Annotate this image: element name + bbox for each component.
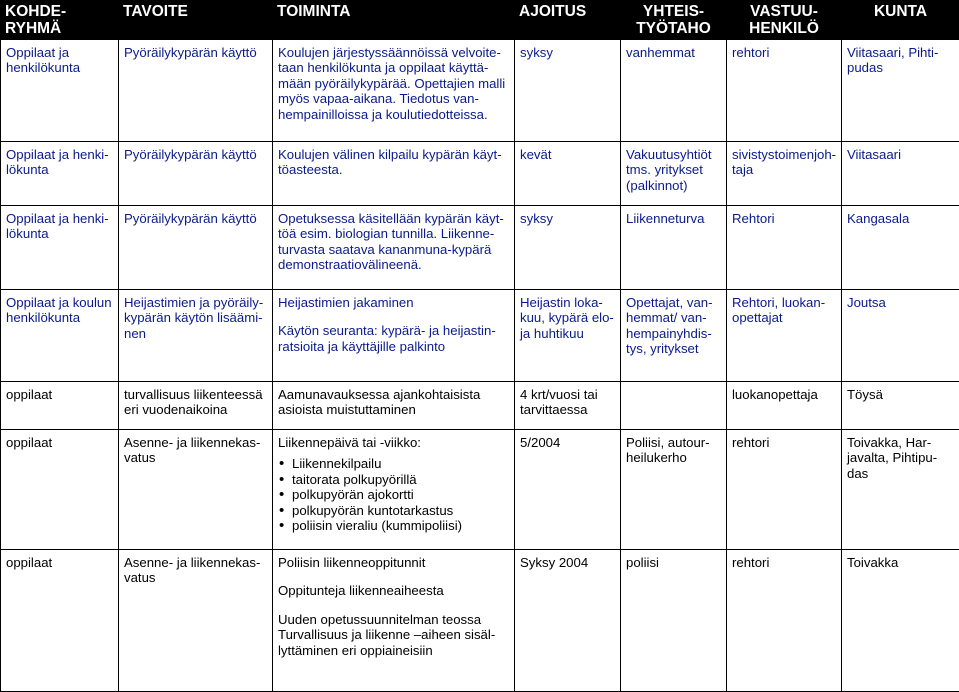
cell-tavoite: Pyöräilykypärän käyttö — [119, 40, 273, 142]
cell-ajoitus: syksy — [515, 40, 621, 142]
cell-kunta: Toivakka, Har- javalta, Pihtipu- das — [842, 430, 959, 550]
toiminta-line: Käytön seuranta: kypärä- ja heijastin- ratsioita ja käyttäjille palkinto — [278, 323, 510, 354]
table-row — [1, 206, 959, 290]
cell-kohderyhma: Oppilaat ja henki- lökunta — [1, 142, 119, 206]
cell-vastuuhenkilo: rehtori — [727, 550, 842, 692]
cell-toiminta: Koulujen välinen kilpailu kypärän käyt- töasteesta. — [273, 142, 515, 206]
cell-kunta: Joutsa — [842, 290, 959, 382]
cell-tavoite: Pyöräilykypärän käyttö — [119, 142, 273, 206]
cell-kunta: Viitasaari — [842, 142, 959, 206]
toiminta-bullet-list — [278, 456, 510, 533]
table-row — [1, 430, 959, 550]
header-kunta: KUNTA — [842, 1, 959, 40]
cell-kohderyhma: oppilaat — [1, 430, 119, 550]
cell-vastuuhenkilo: Rehtori, luokan- opettajat — [727, 290, 842, 382]
cell-ajoitus: 4 krt/vuosi tai tarvittaessa — [515, 382, 621, 430]
cell-ajoitus: kevät — [515, 142, 621, 206]
cell-ajoitus: Syksy 2004 — [515, 550, 621, 692]
cell-kunta: Viitasaari, Pihti- pudas — [842, 40, 959, 142]
cell-toiminta — [273, 430, 515, 550]
table-row — [1, 382, 959, 430]
header-ajoitus: AJOITUS — [515, 1, 621, 40]
cell-ajoitus: Heijastin loka- kuu, kypärä elo- ja huhtikuu — [515, 290, 621, 382]
table-row — [1, 142, 959, 206]
list-item: • polkupyörän ajokortti — [292, 487, 510, 502]
list-item: • poliisin vieraliu (kummipoliisi) — [292, 518, 510, 533]
cell-tavoite: Pyöräilykypärän käyttö — [119, 206, 273, 290]
header-row — [1, 1, 959, 40]
cell-toiminta — [273, 550, 515, 692]
cell-yhteistyotaho: Liikenneturva — [621, 206, 727, 290]
cell-toiminta: Opetuksessa käsitellään kypärän käyt- töä esim. biologian tunnilla. Liikenne- turvasta saatava kananmuna-kypärä demonstraatiovälineenä. — [273, 206, 515, 290]
toiminta-line: Poliisin liikenneoppitunnit — [278, 555, 510, 570]
cell-vastuuhenkilo: Rehtori — [727, 206, 842, 290]
header-vastuuhenkilo: VASTUU- HENKILÖ — [727, 1, 842, 40]
cell-kohderyhma: oppilaat — [1, 550, 119, 692]
cell-kunta: Töysä — [842, 382, 959, 430]
cell-vastuuhenkilo: luokanopettaja — [727, 382, 842, 430]
cell-kohderyhma: oppilaat — [1, 382, 119, 430]
table-row — [1, 40, 959, 142]
cell-yhteistyotaho: Opettajat, van- hemmat/ van- hempainyhdis- tys, yritykset — [621, 290, 727, 382]
list-item: • taitorata polkupyörillä — [292, 472, 510, 487]
cell-yhteistyotaho: Poliisi, autour- heilukerho — [621, 430, 727, 550]
cell-toiminta: Aamunavauksessa ajankohtaisista asioista muistuttaminen — [273, 382, 515, 430]
cell-tavoite: Heijastimien ja pyöräily- kypärän käytön lisäämi- nen — [119, 290, 273, 382]
cell-vastuuhenkilo: sivistystoimenjoh- taja — [727, 142, 842, 206]
cell-ajoitus: syksy — [515, 206, 621, 290]
cell-kunta: Toivakka — [842, 550, 959, 692]
header-yhteistyotaho: YHTEIS- TYÖTAHO — [621, 1, 727, 40]
cell-ajoitus: 5/2004 — [515, 430, 621, 550]
cell-toiminta: Koulujen järjestyssäännöissä velvoite- taan henkilökunta ja oppilaat käyttä- mään pyöräilykypärää. Opettajien malli myös vapaa-aikana. Tiedotus van- hempainilloissa ja koulutiedotteissa. — [273, 40, 515, 142]
table-row — [1, 290, 959, 382]
toiminta-line: Liikennepäivä tai -viikko: — [278, 435, 510, 450]
cell-yhteistyotaho: poliisi — [621, 550, 727, 692]
toiminta-line: Uuden opetussuunnitelman teossa Turvallisuus ja liikenne –aiheen sisäl- lyttäminen eri oppiaineisiin — [278, 612, 510, 658]
cell-tavoite: Asenne- ja liikennekas- vatus — [119, 430, 273, 550]
cell-kohderyhma: Oppilaat ja henki- lökunta — [1, 206, 119, 290]
toiminta-line: Heijastimien jakaminen — [278, 295, 510, 310]
cell-tavoite: turvallisuus liikenteessä eri vuodenaikoina — [119, 382, 273, 430]
cell-yhteistyotaho: vanhemmat — [621, 40, 727, 142]
cell-tavoite: Asenne- ja liikennekas- vatus — [119, 550, 273, 692]
cell-vastuuhenkilo: rehtori — [727, 40, 842, 142]
cell-kohderyhma: Oppilaat ja henkilökunta — [1, 40, 119, 142]
header-tavoite: TAVOITE — [119, 1, 273, 40]
toiminta-line: Oppitunteja liikenneaiheesta — [278, 583, 510, 598]
header-toiminta: TOIMINTA — [273, 1, 515, 40]
header-kohderyhma: KOHDE- RYHMÄ — [1, 1, 119, 40]
cell-kunta: Kangasala — [842, 206, 959, 290]
list-item: • polkupyörän kuntotarkastus — [292, 503, 510, 518]
cell-kohderyhma: Oppilaat ja koulun henkilökunta — [1, 290, 119, 382]
cell-toiminta — [273, 290, 515, 382]
list-item: • Liikennekilpailu — [292, 456, 510, 471]
table-row — [1, 550, 959, 692]
cell-vastuuhenkilo: rehtori — [727, 430, 842, 550]
cell-yhteistyotaho — [621, 382, 727, 430]
cell-yhteistyotaho: Vakuutusyhtiöt tms. yritykset (palkinnot) — [621, 142, 727, 206]
